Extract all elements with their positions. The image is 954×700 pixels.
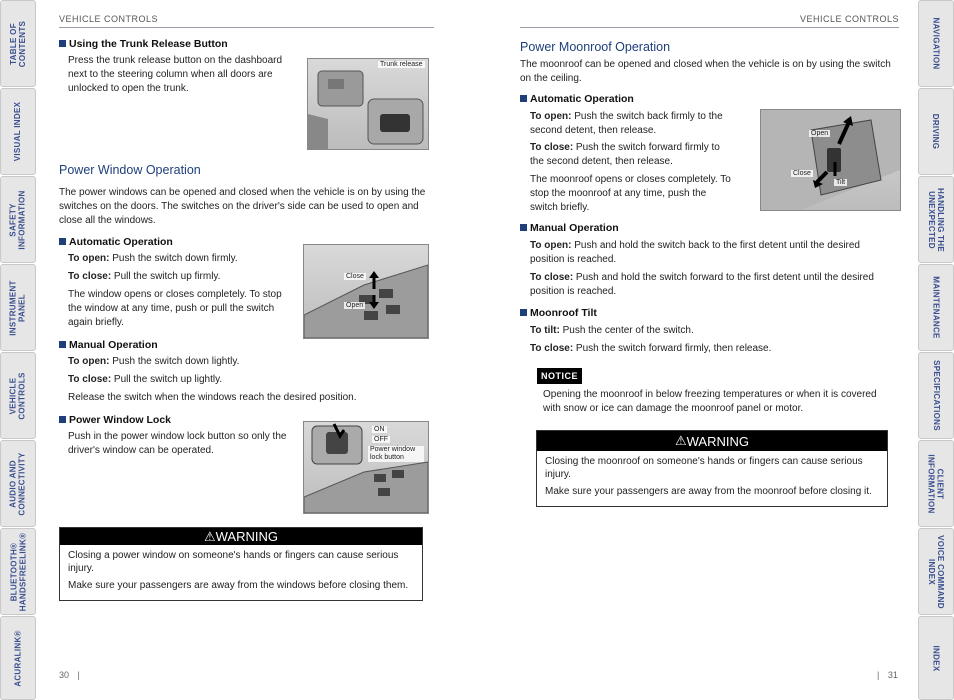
label: To open: [530, 111, 572, 122]
moonroof-intro: The moonroof can be opened and closed when the vehicle is on by using the switch on the ceiling. [520, 59, 891, 84]
warning-line: Make sure your passengers are away from the moonroof before closing it. [545, 486, 872, 497]
page-divider: | [77, 670, 80, 680]
manual-open-text [68, 355, 368, 369]
window-lock-illustration [304, 422, 428, 513]
page-header: VEHICLE CONTROLS [59, 14, 159, 24]
trunk-dashboard-illustration [308, 59, 428, 149]
window-lock-text: Push in the power window lock button so only the driver's window can be operated. [68, 431, 287, 456]
auto-note-text: The window opens or closes completely. To stop the window at any time, push or pull the switch again briefly. [68, 289, 282, 328]
trunk-release-label: Trunk release [380, 61, 423, 68]
page-number: 30 [59, 670, 70, 680]
bullet-square [59, 341, 66, 348]
text: Push the switch forward firmly, then release. [573, 343, 772, 354]
header-rule [520, 27, 899, 28]
moonroof-tilt-heading-text: Moonroof Tilt [530, 307, 597, 319]
bullet-square [520, 224, 527, 231]
tab-vehicle-controls[interactable] [0, 352, 36, 439]
moonroof-auto-heading [520, 93, 634, 105]
warning-triangle-icon: ⚠ [203, 528, 216, 544]
tab-label: ACURALINK® [13, 629, 23, 687]
tab-label: AUDIO AND CONNECTIVITY [9, 451, 28, 516]
warning-body [60, 545, 422, 600]
window-lock-heading [59, 414, 171, 426]
tab-navigation[interactable] [918, 0, 954, 87]
label: To tilt: [530, 325, 560, 336]
power-window-title: Power Window Operation [59, 163, 201, 177]
warning-title: WARNING [215, 529, 278, 544]
moonroof-title: Power Moonroof Operation [520, 40, 671, 54]
label: To open: [530, 240, 572, 251]
label: To open: [68, 253, 110, 264]
moonroof-manual-heading [520, 222, 619, 234]
moonroof-manual-open [530, 239, 890, 267]
tab-label: VISUAL INDEX [13, 101, 23, 162]
bullet-square [59, 238, 66, 245]
tab-visual-index[interactable] [0, 88, 36, 175]
tab-specifications[interactable] [918, 352, 954, 439]
bullet-square [59, 40, 66, 47]
manual-operation-heading [59, 339, 158, 351]
moonroof-open-label: Open [811, 130, 829, 137]
tab-label: INDEX [931, 645, 941, 671]
moonroof-tilt-heading [520, 307, 597, 319]
label: To close: [530, 142, 574, 153]
notice-text: Opening the moonroof in below freezing temperatures or when it is covered with snow or ice can damage the moonroof panel or motor. [543, 389, 877, 414]
manual-operation-heading-text: Manual Operation [69, 339, 158, 351]
moonroof-auto-close [530, 141, 735, 169]
trunk-text: Press the trunk release button on the dashboard next to the steering column when all doors are unlocked to open the trunk. [68, 55, 283, 94]
warning-line: Make sure your passengers are away from the windows before closing them. [68, 580, 409, 591]
close-label: Close [346, 273, 364, 280]
moonroof-switch-image [760, 109, 901, 211]
moonroof-tilt-label: Tilt [836, 179, 846, 186]
text: Push the switch forward firmly to the second detent, then release. [530, 142, 720, 167]
moonroof-auto-note: The moonroof opens or closes completely. To stop the moonroof at any time, push the switch briefly. [530, 174, 731, 213]
text: Pull the switch up lightly. [111, 374, 223, 385]
window-lock-image [303, 421, 429, 514]
auto-operation-heading-text: Automatic Operation [69, 236, 173, 248]
tab-handling-the-unexpected[interactable] [918, 176, 954, 263]
tab-label: MAINTENANCE [931, 276, 941, 339]
warning-body [537, 451, 887, 506]
label: To open: [68, 356, 110, 367]
text: Push and hold the switch forward to the first detent until the desired position is reached. [530, 272, 874, 297]
warning-line: Closing the moonroof on someone's hands or fingers can cause serious injury. [545, 456, 863, 480]
moonroof-tilt-close-text [530, 342, 890, 356]
label: To close: [530, 343, 574, 354]
moonroof-switch-illustration [761, 110, 900, 210]
lock-button-label: Power window lock button [368, 446, 424, 462]
moonroof-manual-heading-text: Manual Operation [530, 222, 619, 234]
warning-triangle-icon: ⚠ [674, 433, 687, 448]
tab-safety-information[interactable] [0, 176, 36, 263]
window-switch-image [303, 244, 429, 339]
manual-close-text [68, 373, 368, 387]
page-number-left [59, 670, 80, 680]
label: To close: [530, 272, 574, 283]
label: To close: [68, 271, 112, 282]
bullet-square [520, 309, 527, 316]
tab-label: VEHICLE CONTROLS [9, 371, 28, 420]
tab-index[interactable] [918, 616, 954, 700]
moonroof-manual-close [530, 271, 890, 299]
header-rule [59, 27, 434, 28]
page-divider: | [877, 670, 880, 680]
right-section-tabs [918, 0, 954, 699]
tab-label: CLIENT INFORMATION [927, 453, 945, 514]
text: Push and hold the switch back to the first detent until the desired position is reached. [530, 240, 860, 265]
left-section-tabs [0, 0, 36, 699]
tab-bluetooth-handsfreelink[interactable] [0, 528, 36, 615]
tab-instrument-panel[interactable] [0, 264, 36, 351]
tab-label: SAFETY INFORMATION [9, 189, 27, 250]
warning-line: Closing a power window on someone's hands or fingers can cause serious injury. [68, 550, 399, 574]
text: Push the center of the switch. [559, 325, 694, 336]
text: Push the switch back firmly to the second detent, then release. [530, 111, 723, 136]
tab-voice-command-index[interactable] [918, 528, 954, 615]
bullet-square [59, 416, 66, 423]
manual-note-text: Release the switch when the windows reach the desired position. [68, 392, 357, 403]
label: To close: [68, 374, 112, 385]
tab-label: DRIVING [931, 113, 941, 150]
left-warning-box [59, 527, 423, 601]
text: Push the switch down firmly. [109, 253, 238, 264]
tab-label: BLUETOOTH® HANDSFREELINK® [9, 532, 28, 611]
text: Pull the switch up firmly. [111, 271, 221, 282]
trunk-heading [59, 38, 228, 50]
auto-operation-heading [59, 236, 173, 248]
bullet-square [520, 95, 527, 102]
moonroof-tilt-text [530, 324, 890, 338]
off-label: OFF [374, 436, 388, 443]
tab-table-of-contents[interactable] [0, 0, 36, 87]
moonroof-auto-heading-text: Automatic Operation [530, 93, 634, 105]
auto-close-text [68, 270, 298, 284]
moonroof-auto-open [530, 110, 735, 138]
tab-driving[interactable] [918, 88, 954, 175]
trunk-heading-text: Using the Trunk Release Button [69, 38, 228, 50]
on-label: ON [374, 426, 385, 433]
notice-label: NOTICE [537, 368, 582, 384]
power-window-intro: The power windows can be opened and closed when the vehicle is on by using the switches on the doors. The switches on the driver's side can be used to open and close all the windows. [59, 187, 426, 226]
text: Push the switch down lightly. [109, 356, 240, 367]
page-number: 31 [887, 670, 898, 680]
warning-header [60, 528, 422, 545]
warning-header [537, 431, 887, 451]
tab-maintenance[interactable] [918, 264, 954, 351]
tab-label: NAVIGATION [931, 17, 941, 70]
page-header: VEHICLE CONTROLS [799, 14, 899, 24]
page-number-right [877, 670, 898, 680]
warning-title: WARNING [686, 433, 749, 449]
right-warning-box [536, 430, 888, 507]
tab-client-information[interactable] [918, 440, 954, 527]
trunk-release-image [307, 58, 429, 150]
tab-label: SPECIFICATIONS [931, 360, 941, 431]
window-switch-illustration [304, 245, 428, 338]
tab-acuralink[interactable] [0, 616, 36, 700]
tab-label: TABLE OF CONTENTS [9, 20, 27, 67]
tab-audio-connectivity[interactable] [0, 440, 36, 527]
moonroof-close-label: Close [793, 170, 811, 177]
tab-label: INSTRUMENT PANEL [9, 279, 28, 336]
tab-label: VOICE COMMAND INDEX [927, 534, 945, 609]
window-lock-heading-text: Power Window Lock [69, 414, 171, 426]
open-label: Open [346, 302, 364, 309]
auto-open-text [68, 252, 298, 266]
tab-label: HANDLING THE UNEXPECTED [927, 187, 946, 252]
